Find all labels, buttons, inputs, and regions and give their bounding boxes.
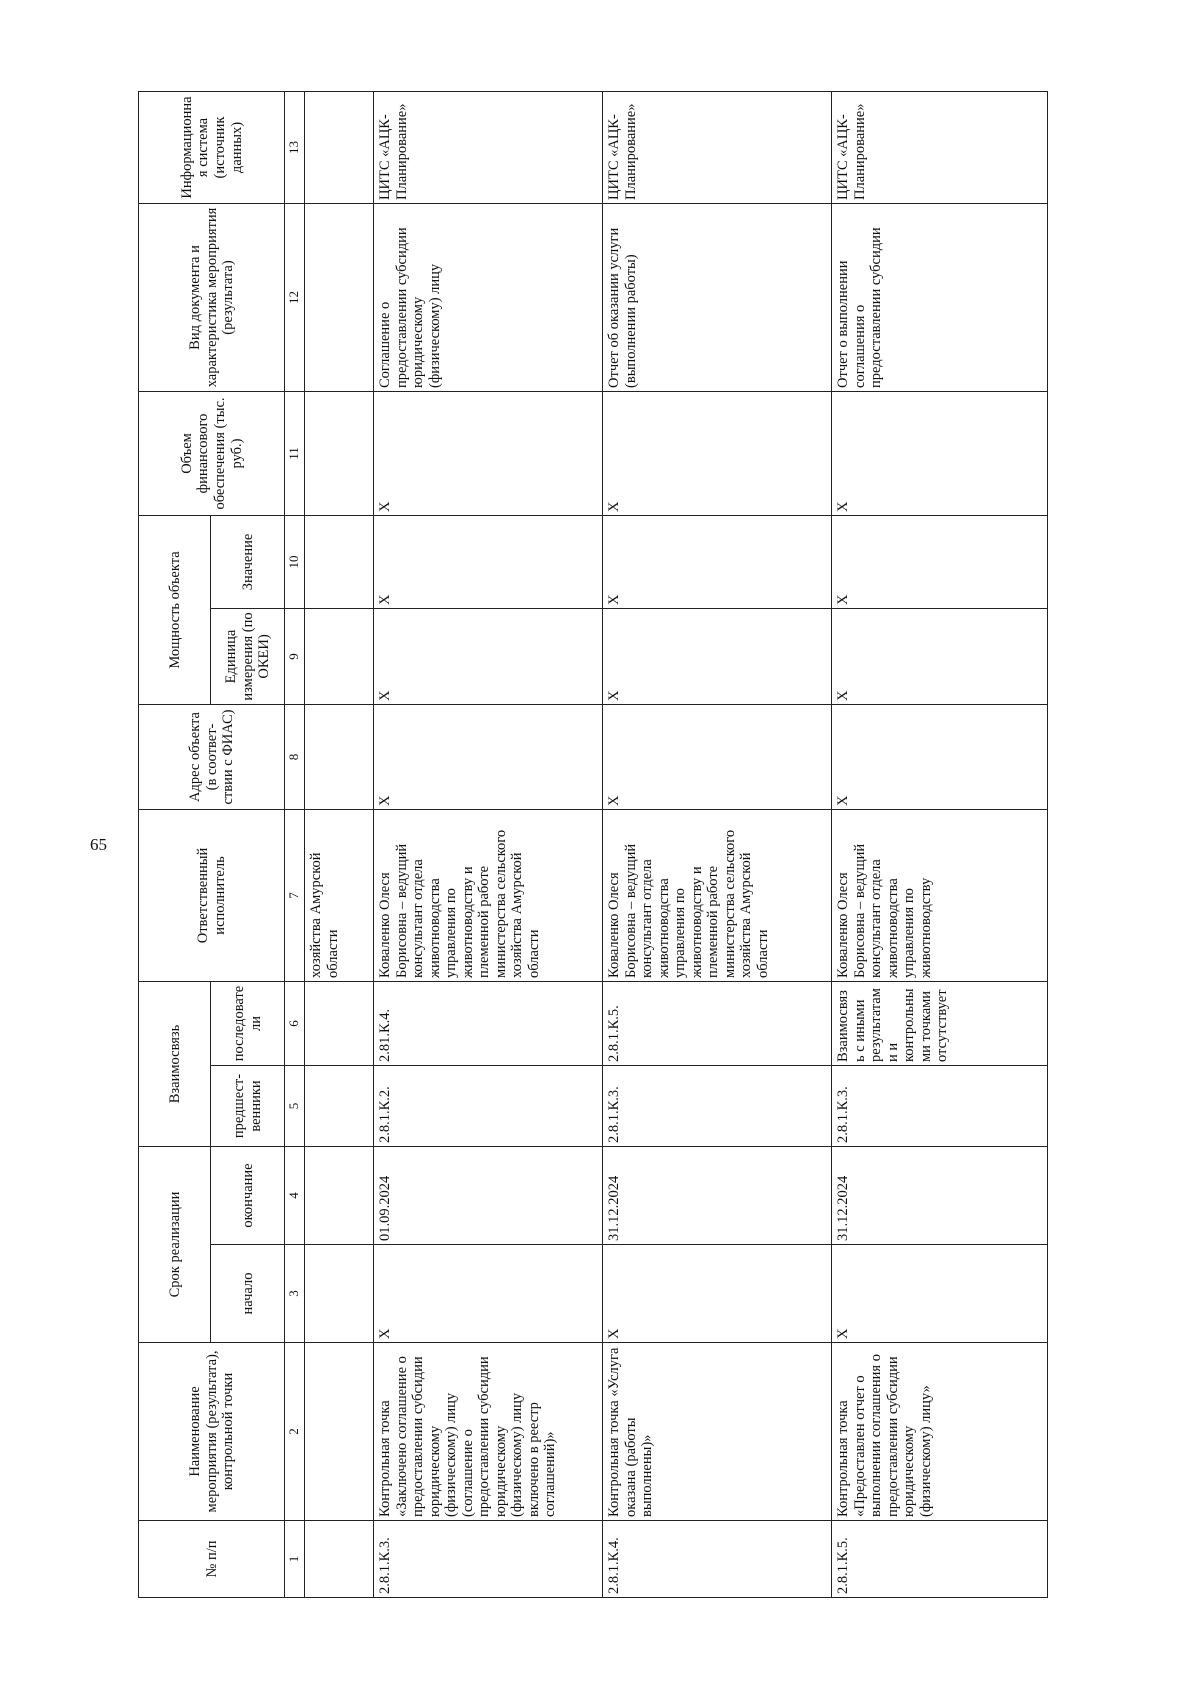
cell-adres: X	[603, 704, 832, 809]
cell-adres: X	[832, 704, 1048, 809]
cell-okonchanie: 31.12.2024	[603, 1147, 832, 1245]
cell-num: 2.8.1.К.5.	[832, 1521, 1048, 1598]
table-row	[603, 91, 832, 1597]
header-edinitsa: Единица измерения (по ОКЕИ)	[211, 608, 285, 704]
column-number: 4	[285, 1147, 305, 1245]
table-body	[305, 91, 1048, 1597]
cell-nachalo: X	[832, 1245, 1048, 1343]
column-number: 8	[285, 704, 305, 809]
header-nachalo: начало	[211, 1245, 285, 1343]
cell-otvetstvenny: Коваленко Олеся Борисовна – ведущий консультант отдела животноводства управления по животноводству и племенной работе министерства сельского хозяйства Амурской области	[374, 809, 603, 981]
cell-name: Контрольная точка «Заключено соглашение о предоставлении субсидии юридическому (физическому) лицу (соглашение о предоставлении субсидии юридическому (физическому) лицу включено в реестр соглашений)»	[374, 1343, 603, 1521]
cell-posledovateli: 2.81.К.4.	[374, 981, 603, 1065]
cell-nachalo	[305, 1245, 374, 1343]
column-number: 3	[285, 1245, 305, 1343]
cell-name: Контрольная точка «Услуга оказана (работы выполнены)»	[603, 1343, 832, 1521]
column-number: 9	[285, 608, 305, 704]
cell-edinitsa: X	[374, 608, 603, 704]
cell-info-sistema: ЦИТС «АЦК-Планирование»	[374, 91, 603, 203]
cell-info-sistema: ЦИТС «АЦК-Планирование»	[603, 91, 832, 203]
cell-otvetstvenny: Коваленко Олеся Борисовна – ведущий консультант отдела животноводства управления по животноводству	[832, 809, 1048, 981]
page-number: 65	[90, 835, 107, 854]
column-number: 5	[285, 1066, 305, 1147]
cell-posledovateli	[305, 981, 374, 1065]
cell-okonchanie	[305, 1147, 374, 1245]
header-info-sistema: Информационная система (источник данных)	[139, 91, 285, 203]
cell-znachenie: X	[374, 515, 603, 608]
cell-info-sistema: ЦИТС «АЦК-Планирование»	[832, 91, 1048, 203]
cell-edinitsa: X	[603, 608, 832, 704]
header-vid-dokumenta: Вид документа и характеристика мероприятия (результата)	[139, 203, 285, 391]
header-znachenie: Значение	[211, 515, 285, 608]
cell-obem: X	[374, 391, 603, 515]
cell-znachenie	[305, 515, 374, 608]
cell-adres	[305, 704, 374, 809]
cell-edinitsa: X	[832, 608, 1048, 704]
header-obem: Объем финансового обеспечения (тыс. руб.)	[139, 391, 285, 515]
column-numbers-row	[285, 91, 305, 1597]
header-vzaimosvyaz: Взаимосвязь	[139, 981, 211, 1146]
cell-znachenie: X	[603, 515, 832, 608]
cell-info-sistema	[305, 91, 374, 203]
cell-okonchanie: 01.09.2024	[374, 1147, 603, 1245]
header-moshchnost: Мощность объекта	[139, 515, 211, 704]
header-num: № п/п	[139, 1521, 285, 1598]
cell-name: Контрольная точка «Предоставлен отчет о выполнении соглашения о предоставлении субсидии юридическому (физическому) лицу»	[832, 1343, 1048, 1521]
column-number: 6	[285, 981, 305, 1065]
column-number: 7	[285, 809, 305, 981]
cell-predshestvenniki: 2.8.1.К.3.	[603, 1066, 832, 1147]
cell-edinitsa	[305, 608, 374, 704]
cell-num: 2.8.1.К.4.	[603, 1521, 832, 1598]
cell-vid-dokumenta	[305, 203, 374, 391]
header-adres: Адрес объекта (в соответ- ствии с ФИАС)	[139, 704, 285, 809]
cell-posledovateli: Взаимосвязь с иными результатами и контрольными точками отсутствует	[832, 981, 1048, 1065]
column-number: 1	[285, 1521, 305, 1598]
table-row	[832, 91, 1048, 1597]
cell-posledovateli: 2.8.1.К.5.	[603, 981, 832, 1065]
column-number: 10	[285, 515, 305, 608]
cell-adres: X	[374, 704, 603, 809]
header-predshestvenniki: предшест- венники	[211, 1066, 285, 1147]
cell-num: 2.8.1.К.3.	[374, 1521, 603, 1598]
column-number: 13	[285, 91, 305, 203]
cell-predshestvenniki	[305, 1066, 374, 1147]
cell-name	[305, 1343, 374, 1521]
table-header	[139, 91, 305, 1597]
cell-vid-dokumenta: Отчет о выполнении соглашения о предоставлении субсидии	[832, 203, 1048, 391]
column-number: 11	[285, 391, 305, 515]
cell-obem: X	[603, 391, 832, 515]
cell-predshestvenniki: 2.8.1.К.2.	[374, 1066, 603, 1147]
plan-table	[138, 91, 1048, 1598]
cell-znachenie: X	[832, 515, 1048, 608]
header-srok: Срок реализации	[139, 1147, 211, 1343]
header-okonchanie: окончание	[211, 1147, 285, 1245]
cell-obem	[305, 391, 374, 515]
cell-vid-dokumenta: Отчет об оказании услуги (выполнении работы)	[603, 203, 832, 391]
cell-num	[305, 1521, 374, 1598]
rotated-page-content	[138, 92, 1140, 1598]
cell-vid-dokumenta: Соглашение о предоставлении субсидии юридическому (физическому) лицу	[374, 203, 603, 391]
table-row	[374, 91, 603, 1597]
column-number: 12	[285, 203, 305, 391]
cell-otvetstvenny: Коваленко Олеся Борисовна – ведущий консультант отдела животноводства управления по животноводству и племенной работе министерства сельского хозяйства Амурской области	[603, 809, 832, 981]
cell-nachalo: X	[374, 1245, 603, 1343]
column-number: 2	[285, 1343, 305, 1521]
header-posledovateli: последователи	[211, 981, 285, 1065]
cell-obem: X	[832, 391, 1048, 515]
cell-okonchanie: 31.12.2024	[832, 1147, 1048, 1245]
cell-otvetstvenny: хозяйства Амурской области	[305, 809, 374, 981]
header-name: Наименование мероприятия (результата), контрольной точки	[139, 1343, 285, 1521]
header-otvetstvenny: Ответственный исполнитель	[139, 809, 285, 981]
continuation-row	[305, 91, 374, 1597]
cell-predshestvenniki: 2.8.1.К.3.	[832, 1066, 1048, 1147]
cell-nachalo: X	[603, 1245, 832, 1343]
